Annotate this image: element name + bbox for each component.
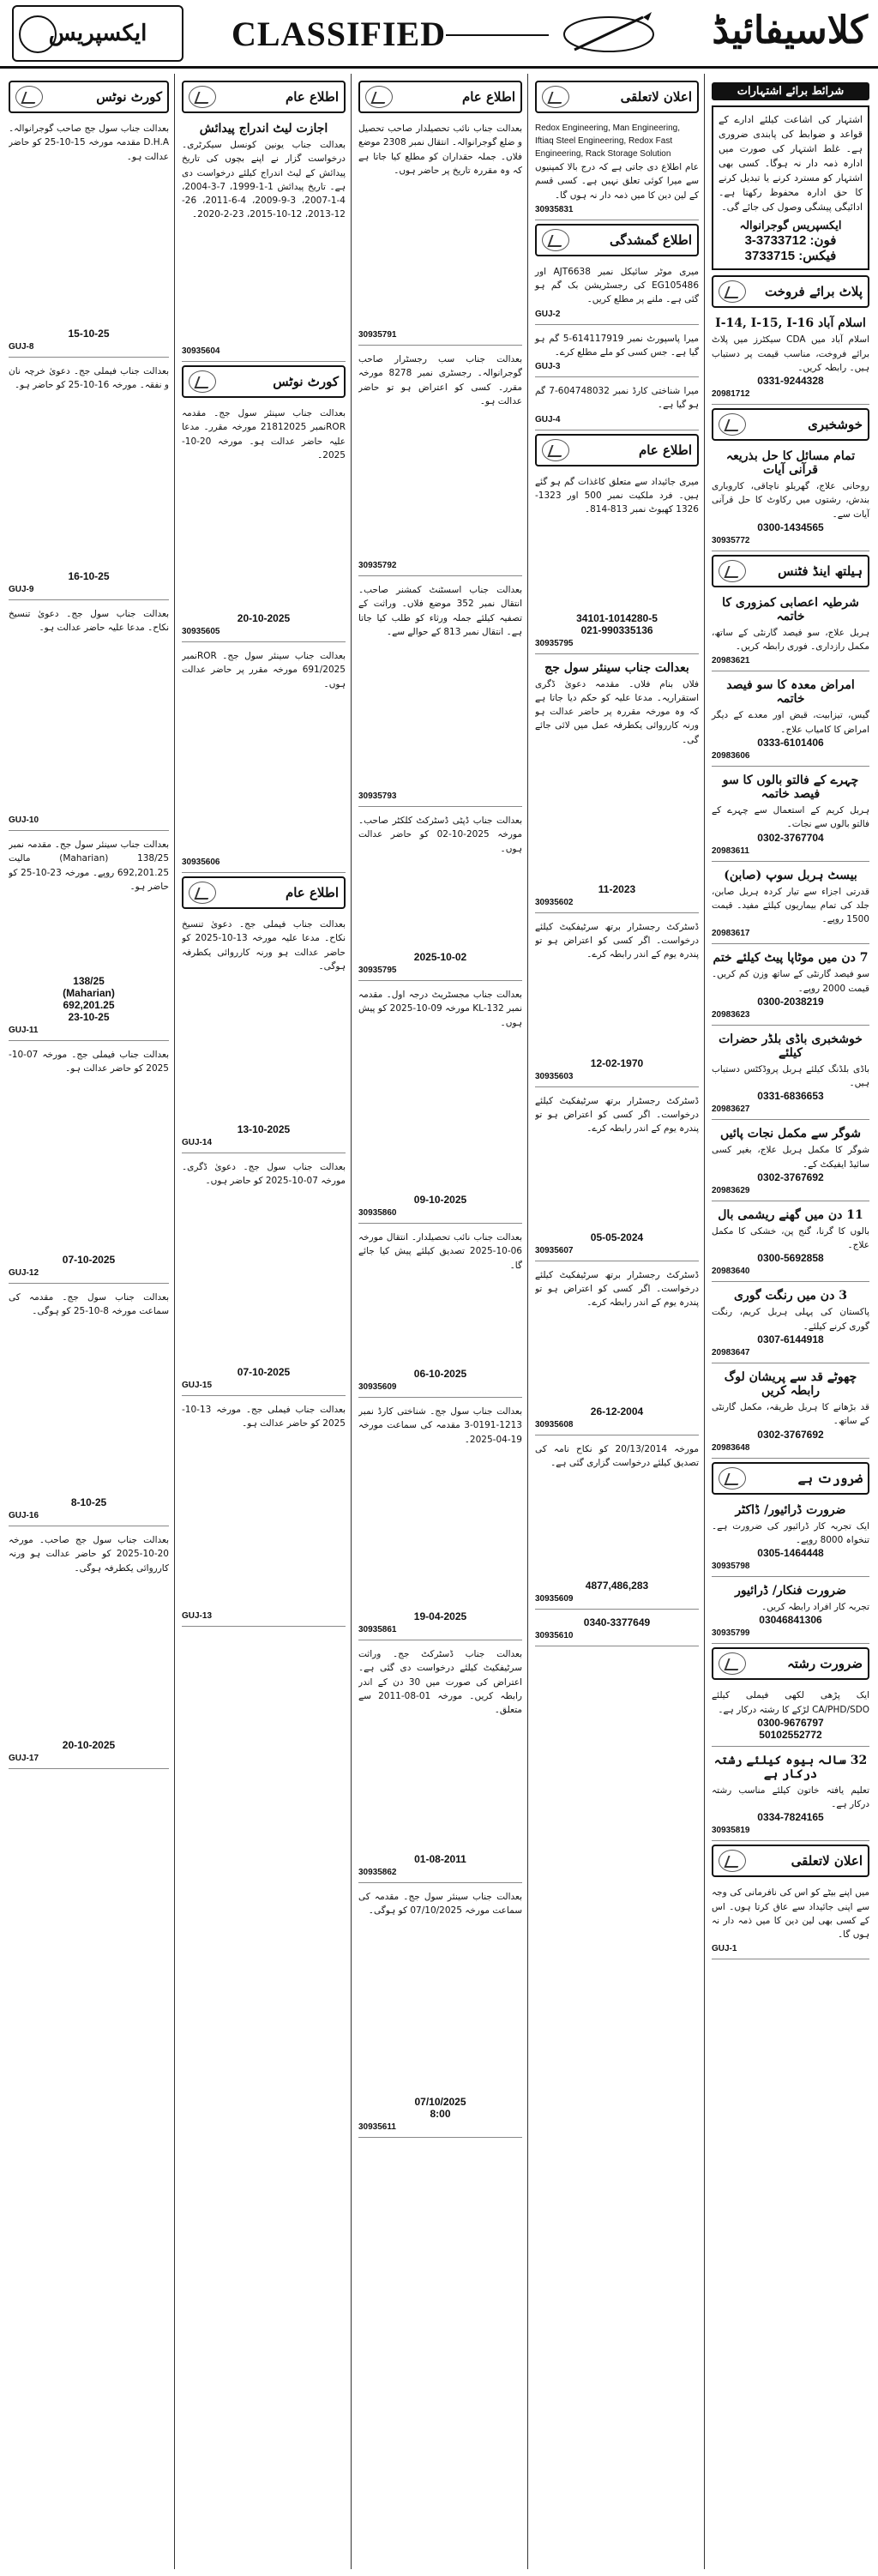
ad-ref: GUJ-4 (535, 414, 561, 424)
gavel-icon (189, 370, 216, 393)
company-names: Redox Engineering, Man Engineering, Iftiaq Steel Engineering, Redox Fast Engineering, Rack Storage Solution (535, 123, 680, 159)
page-title-ur: کلاسیفائیڈ (712, 9, 868, 52)
ad-hair (712, 1205, 869, 1283)
section-header-news (712, 408, 869, 441)
ad-ref: GUJ-8 (9, 342, 34, 352)
express-logo (12, 5, 183, 62)
ad-phone: 0305-1464448 (757, 1547, 824, 1560)
ad-body: بعدالت جناب ڈسٹرکٹ جج۔ وراثت سرٹیفکیٹ کیلئے درخواست دی گئی ہے۔ اعتراض کی صورت میں 30 دن کے اندر رابطہ کریں۔ مورخہ 01-08-2011 سے متعلق۔ (358, 1649, 522, 1716)
ad-body: اسلام آباد میں CDA سیکٹرز میں پلاٹ برائے فروخت، مناسب قیمت پر دستیاب ہیں۔ رابطہ کریں۔ (712, 334, 869, 373)
ad-date: 2025-10-02 (413, 951, 467, 963)
ad-body: میرا پاسپورٹ نمبر 614117919-5 گم ہو گیا ہے۔ جس کسی کو ملے مطلع کرے۔ (535, 333, 699, 358)
ad-body: میں اپنے بیٹے کو اس کی نافرمانی کی وجہ سے اپنی جائیداد سے عاق کرتا ہوں۔ اس کے کسی بھی لین دین کا میں ذمہ دار نہ ہوں گا۔ (712, 1887, 869, 1941)
ad-ref: GUJ-12 (9, 1268, 39, 1278)
ad-body: میری جائیداد سے متعلق کاغذات گم ہو گئے ہیں۔ فرد ملکیت نمبر 500 اور 1323-1326 کھیوٹ نمبر 813-814۔ (535, 476, 699, 515)
section-title: اطلاع عام (638, 442, 692, 458)
section-header-general-4 (535, 434, 699, 466)
ad-c1 (182, 403, 346, 642)
section-title: اعلان لاتعلقی (620, 89, 692, 105)
ad-body: قدرتی اجزاء سے تیار کردہ ہربل صابن، جلد کی تمام بیماریوں کیلئے مفید۔ قیمت 1500 روپے۔ (712, 886, 869, 925)
ad-title: ضرورت ڈرائیور/ ڈاکٹر (735, 1502, 846, 1517)
globe-icon (19, 15, 57, 53)
ad-phone: 0300-9676797 (757, 1716, 824, 1729)
ad-ref: GUJ-1 (712, 1944, 737, 1954)
ad-g7 (358, 1401, 522, 1640)
ad-loss-2 (535, 328, 699, 378)
ad-body: روحانی علاج، گھریلو ناچاقی، کاروباری بندش، رشتوں میں رکاوٹ کا حل قرآنی آیات سے۔ (712, 481, 869, 520)
ad-ref: 30935862 (358, 1868, 397, 1877)
speaker-icon (189, 86, 216, 108)
ad-ref: GUJ-9 (9, 585, 34, 594)
ad-ref: 30935793 (358, 791, 397, 801)
ad-time: 8:00 (430, 2108, 451, 2120)
column-3 (353, 74, 528, 2569)
ad-g8 (358, 1644, 522, 1883)
decor-rule (446, 34, 549, 36)
ad-phone: 0300-5692858 (757, 1252, 824, 1265)
ad-ref: 30935602 (535, 897, 574, 907)
ad-body: بعدالت جناب سول جج۔ شناختی کارڈ نمبر 1213-0191-3 مقدمہ کی سماعت مورخہ 19-04-2025۔ (358, 1406, 522, 1445)
section-header-disclaim (712, 1845, 869, 1877)
ad-ref: 30935819 (712, 1826, 750, 1836)
section-header-plots (712, 275, 869, 308)
ad-date: 05-05-2024 (590, 1231, 644, 1243)
ad-disclaim-company (535, 118, 699, 220)
ad-title: شوگر سے مکمل نجات پائیں (719, 1127, 862, 1141)
ad-phone: 0302-3767692 (757, 1428, 824, 1441)
ad-ref: GUJ-11 (9, 1026, 39, 1035)
section-title: ضرورت رشتہ (787, 1656, 863, 1672)
ad-body: بعدالت جناب سول جج۔ مقدمہ کی سماعت مورخہ 8-10-25 کو ہوگی۔ (9, 1292, 169, 1317)
section-title: ہیلتھ اینڈ فٹنس (778, 563, 863, 579)
ad-phone: 0302-3767692 (757, 1171, 824, 1183)
ad-phone: 021-990335136 (580, 623, 653, 636)
fax-number: فیکس: 3733715 (744, 249, 837, 264)
ad-body: ڈسٹرکٹ رجسٹرار برتھ سرٹیفکیٹ کیلئے درخواست۔ اگر کسی کو اعتراض ہو تو پندرہ یوم کے اندر رابطہ کرے۔ (535, 1095, 699, 1135)
ad-body: مورخہ 20/13/2014 کو نکاح نامہ کی تصدیق کیلئے درخواست گزاری گئی ہے۔ (535, 1443, 699, 1468)
ad-ref: 20983647 (712, 1347, 750, 1357)
ad-ref: 30935609 (535, 1593, 574, 1604)
ad-court-4c (535, 1091, 699, 1261)
ad-body: بالوں کا گرنا، گنج پن، خشکی کا مکمل علاج۔ (712, 1225, 869, 1251)
ad-title: چھوٹے قد سے پریشان لوگ رابطہ کریں (724, 1369, 857, 1398)
ad-ref: 20983621 (712, 656, 750, 666)
section-title: خوشخبری (808, 417, 863, 433)
ad-body: گیس، تیزابیت، قبض اور معدے کے دیگر امراض کا کامیاب علاج۔ (712, 710, 869, 735)
ad-g6 (358, 1227, 522, 1398)
ad-n7 (9, 1530, 169, 1769)
ad-title: امراض معدہ کا سو فیصد خاتمہ (726, 678, 855, 707)
ad-ref: 30935831 (535, 204, 574, 214)
ad-code: 4877,486,283 (585, 1579, 649, 1592)
phone-number: فون: 3733712-3 (744, 233, 837, 249)
ad-phone: 0302-3767704 (757, 831, 824, 844)
ad-body: فلاں بنام فلاں۔ مقدمہ دعویٰ ڈگری استقراریہ۔ مدعا علیہ کو حکم دیا جاتا ہے کہ وہ مورخہ مقررہ پر حاضر عدالت ہو ورنہ کارروائی یکطرفہ عمل میں لائی جائے گی۔ (535, 678, 699, 745)
ad-phone: 0331-6836653 (757, 1090, 824, 1103)
ad-phone: 0333-6101406 (757, 736, 824, 749)
ad-stomach (712, 675, 869, 767)
ad-ref: 20983648 (712, 1442, 750, 1453)
ad-loss-1 (535, 262, 699, 325)
speaker-icon (365, 86, 393, 108)
ad-n6 (9, 1287, 169, 1526)
ad-phone: 03046841306 (759, 1614, 822, 1627)
ad-date: 23-10-25 (68, 1011, 110, 1023)
ad-req-1 (712, 1500, 869, 1578)
ad-body: بعدالت جناب فیملی جج۔ دعویٰ خرچہ نان و نفقہ۔ مورخہ 16-10-25 کو حاضر ہو۔ (9, 366, 169, 391)
ad-plots (712, 313, 869, 405)
ad-req-2 (712, 1580, 869, 1644)
section-title: اعلان لاتعلقی (791, 1853, 863, 1869)
ad-bodybuilder (712, 1029, 869, 1121)
ad-body: میرا شناختی کارڈ نمبر 604748032-7 گم ہو گیا ہے۔ (535, 386, 699, 411)
ad-ref: GUJ-14 (182, 1138, 213, 1147)
ad-body: قد بڑھانے کا ہربل طریقہ، مکمل گارنٹی کے ساتھ۔ (712, 1401, 869, 1427)
ad-title: خوشخبری باڈی بلڈر حضرات کیلئے (719, 1032, 863, 1060)
section-title: پلاٹ برائے فروخت (765, 284, 863, 300)
ad-body: ہربل علاج، سو فیصد گارنٹی کے ساتھ، مکمل رازداری۔ فوری رابطہ کریں۔ (712, 627, 869, 653)
ad-ref: 30935772 (712, 535, 750, 545)
section-header-permit (182, 81, 346, 113)
ad-permit (182, 118, 346, 362)
ad-phone: 0307-6144918 (757, 1333, 824, 1345)
ad-ref: GUJ-17 (9, 1754, 39, 1763)
ad-ref: 20983629 (712, 1185, 750, 1195)
section-title: اطلاع گمشدگی (610, 232, 692, 248)
ad-ref: 30935611 (358, 2122, 396, 2132)
ad-n1 (9, 118, 169, 358)
megaphone-icon (719, 413, 746, 436)
ad-body: سو فیصد گارنٹی کے ساتھ وزن کم کریں۔ قیمت 2000 روپے۔ (712, 969, 869, 994)
ad-title: تمام مسائل کا حل بذریعہ قرآنی آیات (725, 449, 856, 478)
contact-label: ایکسپریس گوجرانوالہ (739, 220, 842, 233)
ad-disclaim (712, 1882, 869, 1959)
ad-ref: GUJ-13 (182, 1611, 213, 1621)
ad-skin-whitening (712, 1285, 869, 1363)
ad-ref: GUJ-3 (535, 362, 561, 372)
megaphone-icon (542, 229, 569, 251)
ad-date: 09-10-2025 (413, 1194, 467, 1206)
ad-ref: 20983623 (712, 1009, 750, 1020)
ad-date: 06-10-2025 (413, 1368, 467, 1380)
ad-ref: 20981712 (712, 389, 750, 400)
section-title: ضرورت ہے (797, 1470, 863, 1486)
ad-c2 (182, 646, 346, 873)
ad-date: 19-04-2025 (413, 1610, 467, 1622)
ad-c3 (182, 914, 346, 1153)
ad-body: بعدالت جناب سول جج صاحب۔ مورخہ 20-10-2025 کو حاضر عدالت ہو ورنہ کارروائی یکطرفہ ہوگی۔ (9, 1535, 169, 1574)
ad-ref: 30935610 (535, 1630, 574, 1640)
ad-ref: 30935792 (358, 561, 397, 570)
column-2 (177, 74, 352, 2569)
ad-skin (712, 770, 869, 862)
speaker-icon (189, 882, 216, 904)
ad-ref: GUJ-15 (182, 1381, 213, 1390)
ad-soap (712, 865, 869, 945)
ad-title: چہرے کے فالتو بالوں کا سو فیصد خاتمہ (722, 773, 859, 801)
ad-date: 15-10-25 (68, 328, 110, 340)
section-title: اطلاع عام (285, 89, 339, 105)
ad-title: شرطیہ اعصابی کمزوری کا خاتمہ (722, 595, 859, 623)
section-header-rishta (712, 1647, 869, 1680)
ad-body: میری موٹر سائیکل نمبر AJT6638 اور EG105486 کی رجسٹریشن بک گم ہو گئی ہے۔ ملنے پر مطلع کریں۔ (535, 266, 699, 305)
ad-g5 (358, 984, 522, 1224)
ad-body: بعدالت جناب فیملی جج۔ مورخہ 07-10-2025 کو حاضر عدالت ہو۔ (9, 1050, 169, 1074)
ad-title: اجازت لیٹ اندراج پیدائش (199, 122, 328, 135)
ad-court-4b (535, 917, 699, 1087)
ad-body: بعدالت جناب سینئر سول جج۔ مقدمہ RORنمبر 21812025 مورخہ مقرر۔ مدعا علیہ حاضر عدالت ہو۔ مورخہ 20-10-2025۔ (182, 408, 346, 460)
ad-ref: 30935860 (358, 1208, 397, 1218)
ad-body: بعدالت جناب یونین کونسل سیکرٹری۔ درخواست گزار نے اپنے بچوں کی تاریخ پیدائش کے لیٹ اندراج کیلئے درخواست دی ہے۔ تاریخ پیدائش 1-1-1999، 7-3-2004، 4-1-2007، 3-9-2009، 4-6-2011، 26-12-2013، 12-10-2015، 23-2-2020۔ (182, 140, 346, 220)
ad-title: اسلام آباد I-14, I-15, I-16 (715, 316, 866, 331)
ad-date: 13-10-2025 (237, 1123, 291, 1135)
ad-body: ہربل کریم کے استعمال سے چہرے کے فالتو بالوں سے نجات۔ (712, 804, 869, 830)
cnic-number: 34101-1014280-5 (576, 611, 658, 624)
ad-id: 50102552772 (759, 1728, 822, 1741)
ad-title: 11 دن میں گھنے ریشمی بال (718, 1207, 863, 1222)
ad-ref: 30935607 (535, 1245, 574, 1255)
ad-title: ضرورت فنکار/ ڈرائیور (735, 1584, 846, 1598)
ad-body: بعدالت جناب سینئر سول جج۔ مقدمہ نمبر 138/25 (Maharian) مالیت 692,201.25 روپے۔ مورخہ 23-10-25 کو حاضر ہو۔ (9, 840, 169, 892)
ad-body: عام اطلاع دی جاتی ہے کہ درج بالا کمپنیوں سے میرا کوئی تعلق نہیں ہے۔ کسی قسم کے لین دین کا میں ذمہ دار نہ ہوں گا۔ (535, 162, 699, 201)
ad-date: 16-10-25 (68, 570, 110, 582)
ad-ref: 20983640 (712, 1267, 750, 1277)
ad-body: بعدالت جناب سینئر سول جج۔ RORنمبر 691/2025 مورخہ مقرر پر حاضر عدالت ہوں۔ (182, 651, 346, 689)
column-4 (530, 74, 705, 2569)
ad-date: 11-2023 (598, 882, 636, 895)
ad-body: ڈسٹرکٹ رجسٹرار برتھ سرٹیفکیٹ کیلئے درخواست۔ اگر کسی کو اعتراض ہو تو پندرہ یوم کے اندر رابطہ کرے۔ (535, 1269, 699, 1309)
ad-final-4 (535, 1613, 699, 1646)
ad-phone: 0331-9244328 (757, 375, 824, 388)
ad-date: 07-10-2025 (62, 1254, 116, 1266)
case-name: (Maharian) (63, 987, 115, 999)
ad-ref: 30935795 (535, 638, 574, 648)
section-header-court-1 (9, 81, 169, 113)
conditions-box (712, 105, 869, 270)
ad-date: 20-10-2025 (237, 612, 291, 624)
ad-ref: GUJ-2 (535, 309, 561, 319)
person-icon (542, 86, 569, 108)
ad-ref: 30935603 (535, 1071, 574, 1081)
ad-ref: 20983606 (712, 750, 750, 761)
ad-ref: 30935606 (182, 858, 220, 867)
ad-ref: 30935795 (358, 966, 397, 975)
ad-weight (712, 948, 869, 1026)
column-1 (3, 74, 175, 2569)
ad-body: ایک پڑھی لکھی فیملی کیلئے CA/PHD/SDO لڑکے کا رشتہ درکار ہے۔ (712, 1690, 869, 1715)
ad-title: 32 سالہ بیوہ کیلئے رشتہ درکار ہے (713, 1753, 868, 1781)
ad-g2 (358, 349, 522, 576)
briefcase-icon (719, 1467, 746, 1490)
section-header-general-3 (358, 81, 522, 113)
ad-ref: 20983617 (712, 929, 750, 939)
ad-rishta-1 (712, 1685, 869, 1747)
ad-g4 (358, 810, 522, 981)
ad-body: ایک تجربہ کار ڈرائیور کی ضرورت ہے۔ تنخواہ 8000 روپے۔ (712, 1520, 869, 1545)
section-header-court-2 (182, 365, 346, 398)
ad-body: بعدالت جناب سول جج۔ دعویٰ ڈگری۔ مورخہ 07-10-2025 کو حاضر ہوں۔ (182, 1162, 346, 1187)
ad-ref: 30935791 (358, 330, 397, 340)
house-icon (719, 280, 746, 303)
section-title: اطلاع عام (461, 89, 515, 105)
section-header-disclaim-4 (535, 81, 699, 113)
contact-block (719, 220, 863, 263)
rings-icon (719, 1652, 746, 1675)
ad-phone: 0300-2038219 (757, 995, 824, 1008)
ad-g3 (358, 580, 522, 807)
ad-body: تعلیم یافتہ خاتون کیلئے مناسب رشتہ درکار ہے۔ (712, 1785, 869, 1810)
ad-ref: 30935799 (712, 1628, 750, 1639)
amount: 692,201.25 (63, 999, 115, 1011)
ad-phone: 0300-1434565 (757, 521, 824, 533)
ad-date: 01-08-2011 (414, 1853, 466, 1865)
ad-body: بعدالت جناب سول جج۔ دعویٰ تنسیخ نکاح۔ مدعا علیہ حاضر عدالت ہو۔ (9, 609, 169, 634)
pen-icon (557, 7, 660, 58)
ad-title: 3 دن میں رنگت گوری (734, 1289, 847, 1303)
ad-date: 26-12-2004 (590, 1405, 644, 1417)
ad-body: شوگر کا مکمل ہربل علاج، بغیر کسی سائیڈ ایفیکٹ کے۔ (712, 1145, 869, 1170)
page-title-en: CLASSIFIED (232, 15, 447, 53)
column-5 (707, 74, 875, 2569)
ad-loss-3 (535, 381, 699, 430)
case-number: 138/25 (73, 975, 105, 987)
ad-date: 07-10-2025 (237, 1366, 291, 1378)
ad-date: 8-10-25 (70, 1496, 107, 1508)
ad-quran (712, 446, 869, 551)
ad-height (712, 1367, 869, 1459)
gavel-icon (15, 86, 43, 108)
section-header-loss (535, 224, 699, 256)
ad-ref: 30935608 (535, 1419, 574, 1429)
person-icon (719, 1850, 746, 1872)
ad-n5 (9, 1044, 169, 1284)
ad-date: 12-02-1970 (590, 1056, 644, 1069)
ad-ref: 30935609 (358, 1382, 397, 1392)
ad-title: 7 دن میں موٹاپا پیٹ کیلئے ختم (713, 951, 869, 966)
ad-body: بعدالت جناب مجسٹریٹ درجہ اول۔ مقدمہ نمبر KL-132 مورخہ 09-10-2025 کو پیش ہوں۔ (358, 990, 522, 1028)
ad-court-4e (535, 1439, 699, 1610)
ad-title: بعدالت جناب سینئر سول جج (544, 660, 689, 675)
ad-body: ڈسٹرکٹ رجسٹرار برتھ سرٹیفکیٹ کیلئے درخواست۔ اگر کسی کو اعتراض ہو تو پندرہ یوم کے اندر رابطہ کرے۔ (535, 921, 699, 960)
conditions-title: شرائط برائے اشتہارات (712, 82, 869, 100)
ad-phone: 0340-3377649 (583, 1616, 651, 1628)
ad-title: بیسٹ ہربل سوپ (صابن) (724, 868, 857, 882)
ad-rishta-2 (712, 1750, 869, 1842)
ad-body: پاکستان کی پہلی ہربل کریم، رنگت گوری کرنے کیلئے۔ (712, 1307, 869, 1332)
ad-body: بعدالت جناب سول جج صاحب گوجرانوالہ۔ D.H.A مقدمہ مورخہ 15-10-25 کو حاضر عدالت ہو۔ (9, 123, 169, 162)
ad-date: 20-10-2025 (62, 1739, 116, 1751)
ad-ref: 30935861 (358, 1625, 397, 1634)
ad-g1 (358, 118, 522, 346)
ad-body: بعدالت جناب فیملی جج۔ مورخہ 13-10-2025 کو حاضر عدالت ہو۔ (182, 1405, 346, 1429)
ad-body: بعدالت جناب ڈپٹی ڈسٹرکٹ کلکٹر صاحب۔ مورخہ 2025-10-02 کو حاضر عدالت ہوں۔ (358, 816, 522, 854)
ad-body: باڈی بلڈنگ کیلئے ہربل پروڈکٹس دستیاب ہیں۔ (712, 1063, 869, 1089)
ad-sugar (712, 1123, 869, 1201)
logo-text: ایکسپریس (48, 21, 147, 46)
section-title: کورٹ نوٹس (273, 374, 339, 389)
section-title: کورٹ نوٹس (96, 89, 162, 105)
ad-body: بعدالت جناب نائب تحصیلدار صاحب تحصیل و ضلع گوجرانوالہ۔ انتقال نمبر 2308 موضع فلاں۔ جملہ حقداران کو مطلع کیا جاتا ہے کہ وہ مقررہ تاریخ پر حاضر ہوں۔ (358, 123, 522, 176)
ad-ref: 20983627 (712, 1104, 750, 1115)
section-title: اطلاع عام (285, 885, 339, 900)
ad-body: بعدالت جناب سب رجسٹرار صاحب گوجرانوالہ۔ رجسٹری نمبر 8278 مورخہ مقرر۔ کسی کو اعتراض ہو تو حاضر عدالت ہو۔ (358, 354, 522, 406)
ad-body: بعدالت جناب سینئر سول جج۔ مقدمہ کی سماعت مورخہ 07/10/2025 کو ہوگی۔ (358, 1892, 522, 1917)
ad-c5 (182, 1399, 346, 1627)
masthead (0, 0, 878, 69)
ad-body: بعدالت جناب اسسٹنٹ کمشنر صاحب۔ انتقال نمبر 352 موضع فلاں۔ وراثت کے تصفیہ کیلئے جملہ ورثاء کو طلب کیا جاتا ہے۔ انتقال نمبر 813 کے حوالے سے۔ (358, 585, 522, 637)
ad-general-1 (535, 472, 699, 654)
ad-ref: 30935605 (182, 627, 220, 636)
ad-c4 (182, 1157, 346, 1396)
ad-n4 (9, 834, 169, 1041)
ad-n3 (9, 604, 169, 831)
ad-g9 (358, 1887, 522, 2138)
ad-ref: 30935604 (182, 346, 220, 356)
ad-ref: 20983611 (712, 846, 749, 856)
ad-ref: GUJ-10 (9, 816, 39, 825)
section-header-required (712, 1462, 869, 1495)
ad-phone: 0334-7824165 (757, 1811, 824, 1824)
ad-ref: 30935798 (712, 1562, 750, 1572)
ad-court-4d (535, 1265, 699, 1435)
ad-body: تجربہ کار افراد رابطہ کریں۔ (761, 1602, 869, 1613)
speaker-icon (542, 439, 569, 461)
ad-date: 07/10/2025 (414, 2096, 466, 2108)
ad-health (712, 593, 869, 672)
ad-body: بعدالت جناب نائب تحصیلدار۔ انتقال مورخہ 06-10-2025 تصدیق کیلئے پیش کیا جائے گا۔ (358, 1232, 522, 1271)
ad-n2 (9, 361, 169, 600)
ad-body: بعدالت جناب فیملی جج۔ دعویٰ تنسیخ نکاح۔ مدعا علیہ مورخہ 13-10-2025 کو حاضر عدالت ہو ورنہ کارروائی یکطرفہ ہوگی۔ (182, 919, 346, 972)
ad-court-4a (535, 658, 699, 913)
section-header-health (712, 555, 869, 587)
health-icon (719, 560, 746, 582)
section-header-general-2 (182, 876, 346, 909)
ad-ref: GUJ-16 (9, 1511, 39, 1520)
conditions-body: اشتہار کی اشاعت کیلئے ادارے کے قواعد و ضوابط کی پابندی ضروری ہے۔ غلط اشتہار کی صورت میں ادارہ ذمہ دار نہ ہوگا۔ کسی بھی اشتہار کو مسترد کرنے یا تبدیل کرنے کا حق ادارہ محفوظ رکھتا ہے۔ ادائیگی پیشگی وصول کی جائے گی۔ (719, 114, 863, 214)
